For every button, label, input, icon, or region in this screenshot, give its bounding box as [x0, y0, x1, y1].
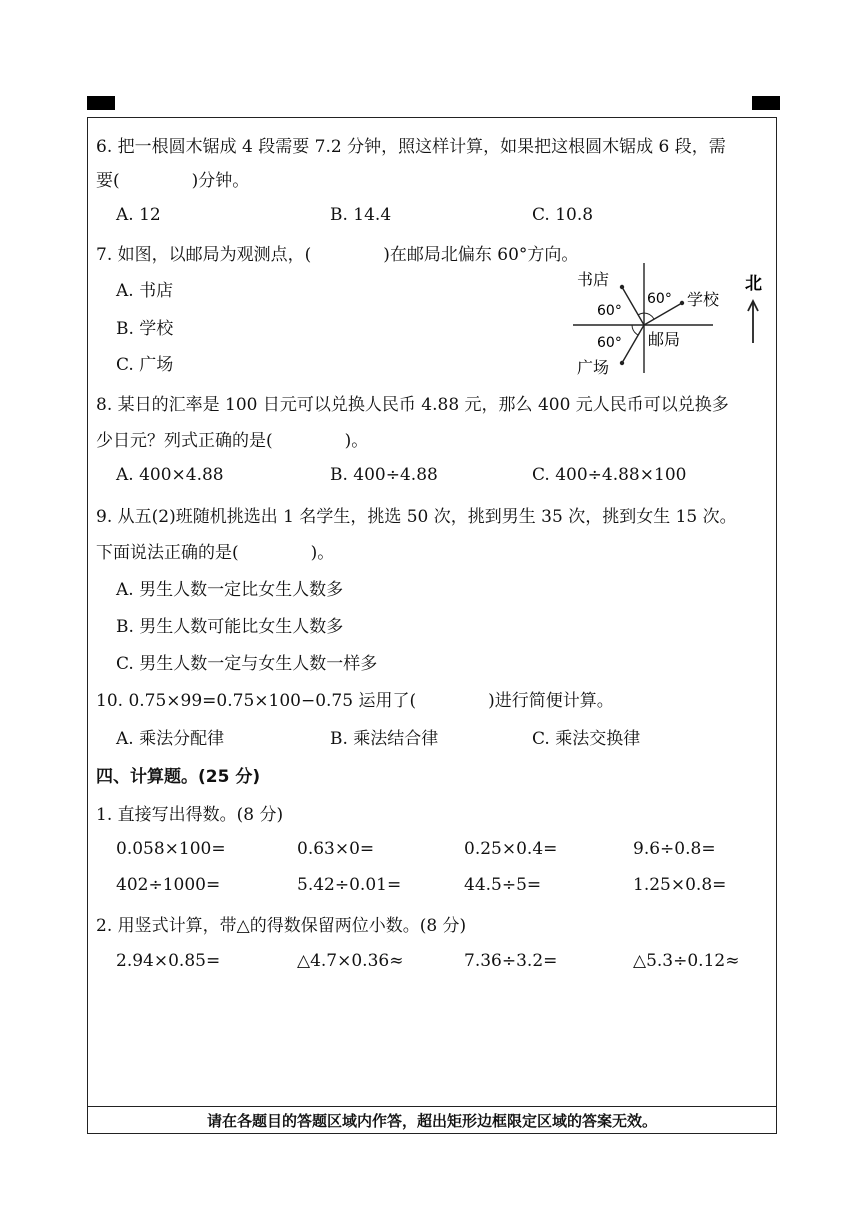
north-label: 北 [745, 274, 762, 294]
calc1-item-8: 1.25×0.8= [633, 875, 727, 895]
q6-line1: 6. 把一根圆木锯成 4 段需要 7.2 分钟，照这样计算，如果把这根圆木锯成 6 段，需 [96, 137, 726, 157]
q8-option-b[interactable]: B. 400÷4.88 [330, 465, 438, 485]
q8-option-a[interactable]: A. 400×4.88 [116, 465, 224, 485]
calc1-item-7: 44.5÷5= [464, 875, 542, 895]
q7-line: 7. 如图，以邮局为观测点，( )在邮局北偏东 60°方向。 [96, 245, 579, 265]
q10-option-b[interactable]: B. 乘法结合律 [330, 729, 439, 749]
section4-title: 四、计算题。(25 分) [96, 767, 261, 787]
calc2-item-3: 7.36÷3.2= [464, 951, 558, 971]
school-point [680, 301, 684, 305]
q10-line: 10. 0.75×99=0.75×100−0.75 运用了( )进行简便计算。 [96, 691, 614, 711]
bookstore-label: 书店 [577, 270, 610, 289]
angle-label-1: 60° [597, 303, 622, 319]
q9-line1: 9. 从五(2)班随机挑选出 1 名学生，挑选 50 次，挑到男生 35 次，挑到女生 15 次。 [96, 507, 737, 527]
calc1-item-6: 5.42÷0.01= [297, 875, 402, 895]
calc2-item-1: 2.94×0.85= [116, 951, 221, 971]
calc2-title: 2. 用竖式计算，带△的得数保留两位小数。(8 分) [96, 916, 467, 936]
calc2-item-4: △5.3÷0.12≈ [633, 951, 740, 971]
calc1-item-3: 0.25×0.4= [464, 839, 558, 859]
corner-mark-left [87, 96, 115, 110]
q6-line2: 要( )分钟。 [96, 171, 250, 191]
square-label: 广场 [577, 358, 610, 377]
q10-option-c[interactable]: C. 乘法交换律 [532, 729, 641, 749]
q9-option-b[interactable]: B. 男生人数可能比女生人数多 [116, 617, 344, 637]
school-label: 学校 [687, 290, 720, 309]
calc1-item-1: 0.058×100= [116, 839, 226, 859]
q7-option-a[interactable]: A. 书店 [116, 281, 174, 301]
q9-option-a[interactable]: A. 男生人数一定比女生人数多 [116, 580, 344, 600]
q6-option-c[interactable]: C. 10.8 [532, 205, 594, 225]
q8-line1: 8. 某日的汇率是 100 日元可以兑换人民币 4.88 元，那么 400 元人民币可以兑换多 [96, 395, 729, 415]
q7-option-c[interactable]: C. 广场 [116, 355, 174, 375]
q9-line2: 下面说法正确的是( )。 [96, 543, 335, 563]
angle-label-3: 60° [597, 335, 622, 351]
footer-notice: 请在各题目的答题区域内作答，超出矩形边框限定区域的答案无效。 [206, 1112, 657, 1130]
q9-option-c[interactable]: C. 男生人数一定与女生人数一样多 [116, 654, 378, 674]
q10-option-a[interactable]: A. 乘法分配律 [116, 729, 225, 749]
angle-arc-1 [644, 313, 654, 319]
q7-option-b[interactable]: B. 学校 [116, 319, 174, 339]
ray-bookstore [622, 287, 644, 325]
calc1-item-5: 402÷1000= [116, 875, 221, 895]
square-point [620, 361, 624, 365]
calc2-item-2: △4.7×0.36≈ [297, 951, 404, 971]
angle-arc-2 [638, 313, 644, 315]
direction-diagram [565, 255, 775, 380]
calc1-title: 1. 直接写出得数。(8 分) [96, 805, 284, 825]
q6-option-b[interactable]: B. 14.4 [330, 205, 392, 225]
q8-option-c[interactable]: C. 400÷4.88×100 [532, 465, 687, 485]
angle-arc-3 [632, 325, 638, 335]
footer-top-rule [87, 1106, 777, 1107]
calc1-item-2: 0.63×0= [297, 839, 375, 859]
q8-line2: 少日元？列式正确的是( )。 [96, 431, 369, 451]
angle-label-2: 60° [647, 291, 672, 307]
bookstore-point [620, 285, 624, 289]
post-office-label: 邮局 [648, 330, 681, 349]
corner-mark-right [752, 96, 780, 110]
calc1-item-4: 9.6÷0.8= [633, 839, 716, 859]
q6-option-a[interactable]: A. 12 [116, 205, 161, 225]
footer-bottom-rule [87, 1133, 777, 1134]
